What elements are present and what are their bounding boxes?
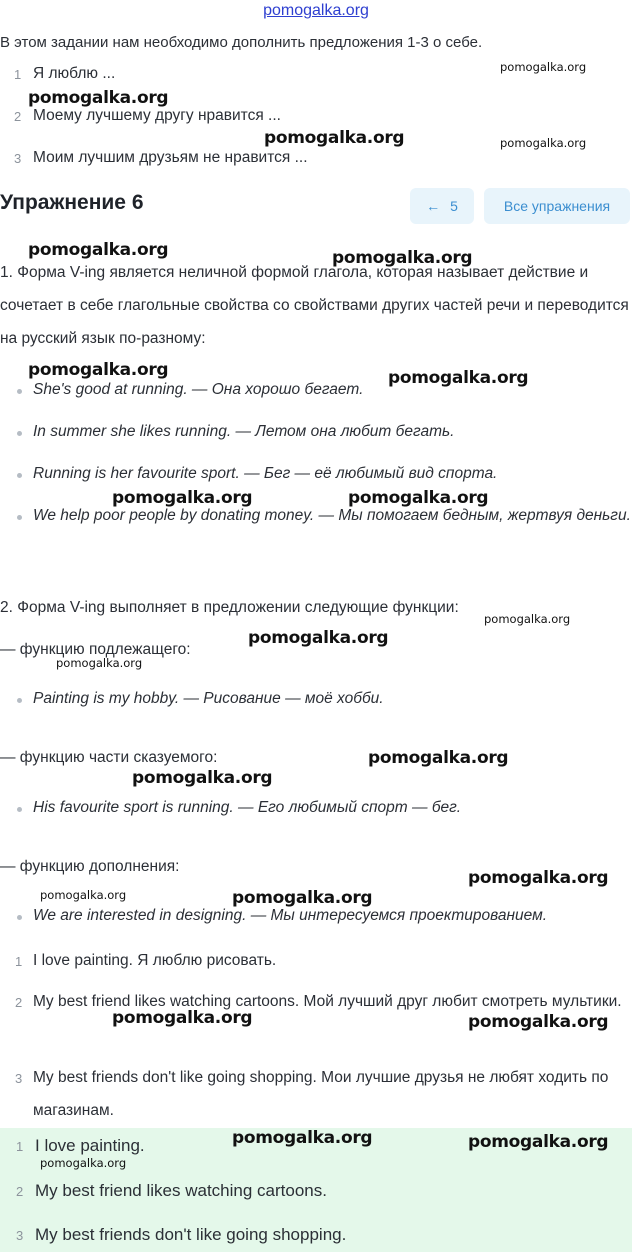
watermark: pomogalka.org [368, 748, 509, 768]
arrow-left-icon: ← [426, 198, 441, 214]
example-item: We help poor people by donating money. — Мы помогаем бедным, жертвуя деньги. [33, 507, 631, 524]
final-answer-item: My best friend likes watching cartoons. [35, 1181, 327, 1200]
answer-number: 2 [15, 995, 23, 1010]
answer-item: I love painting. Я люблю рисовать. [33, 952, 277, 969]
answer-number: 2 [16, 1184, 24, 1199]
bullet-icon [17, 698, 22, 703]
watermark: pomogalka.org [112, 488, 253, 508]
watermark: pomogalka.org [112, 1008, 253, 1028]
intro-text: В этом задании нам необходимо дополнить предложения 1-3 о себе. [0, 34, 483, 51]
watermark: pomogalka.org [232, 1128, 373, 1148]
watermark: pomogalka.org [484, 612, 571, 626]
watermark: pomogalka.org [468, 1012, 609, 1032]
watermark: pomogalka.org [28, 240, 169, 260]
answer-number: 3 [16, 1228, 24, 1243]
prev-exercise-button[interactable] [410, 188, 474, 224]
bullet-icon [17, 389, 22, 394]
watermark: pomogalka.org [468, 868, 609, 888]
bullet-icon [17, 431, 22, 436]
site-link[interactable]: pomogalka.org [263, 2, 369, 19]
bullet-icon [17, 473, 22, 478]
final-answer-item: I love painting. [35, 1136, 145, 1155]
answer-item: My best friends don't like going shopping. Мои лучшие друзья не любят ходить по магазинам. [33, 1069, 609, 1119]
watermark: pomogalka.org [264, 128, 405, 148]
example-item: Running is her favourite sport. — Бег — её любимый вид спорта. [33, 465, 498, 482]
list-item: Я люблю ... [33, 65, 116, 82]
watermark: pomogalka.org [468, 1132, 609, 1152]
all-exercises-button[interactable]: Все упражнения [484, 188, 630, 224]
bullet-icon [17, 807, 22, 812]
list-number: 1 [14, 67, 22, 82]
watermark: pomogalka.org [132, 768, 273, 788]
list-item: Моему лучшему другу нравится ... [33, 107, 281, 124]
bullet-icon [17, 915, 22, 920]
example-item: His favourite sport is running. — Его любимый спорт — бег. [33, 799, 462, 816]
final-answer-item: My best friends don't like going shopping. [35, 1225, 347, 1244]
example-item: She's good at running. — Она хорошо бегает. [33, 381, 364, 398]
watermark: pomogalka.org [40, 888, 127, 902]
watermark: pomogalka.org [56, 656, 143, 670]
list-item: Моим лучшим друзьям не нравится ... [33, 149, 308, 166]
example-item: We are interested in designing. — Мы интересуемся проектированием. [33, 907, 547, 924]
list-number: 2 [14, 109, 22, 124]
theory-paragraph: 1. Форма V-ing является неличной формой глагола, которая называет действие и сочетает в себе глагольные свойства со свойствами других частей речи и переводится на русский язык по-разному: [0, 264, 629, 347]
prev-exercise-number: 5 [450, 198, 458, 214]
watermark: pomogalka.org [248, 628, 389, 648]
theory-paragraph: 2. Форма V-ing выполняет в предложении следующие функции: [0, 599, 459, 616]
watermark: pomogalka.org [232, 888, 373, 908]
answer-number: 1 [15, 954, 23, 969]
watermark: pomogalka.org [500, 136, 587, 150]
watermark: pomogalka.org [348, 488, 489, 508]
watermark: pomogalka.org [388, 368, 529, 388]
function-heading: — функцию подлежащего: [0, 641, 191, 658]
answer-number: 3 [15, 1071, 23, 1086]
answer-number: 1 [16, 1139, 24, 1154]
function-heading: — функцию дополнения: [0, 858, 180, 875]
exercise-title: Упражнение 6 [0, 191, 144, 214]
watermark: pomogalka.org [332, 248, 473, 268]
example-item: Painting is my hobby. — Рисование — моё хобби. [33, 690, 384, 707]
list-number: 3 [14, 151, 22, 166]
example-item: In summer she likes running. — Летом она любит бегать. [33, 423, 455, 440]
watermark: pomogalka.org [28, 88, 169, 108]
watermark: pomogalka.org [500, 60, 587, 74]
bullet-icon [17, 515, 22, 520]
watermark: pomogalka.org [40, 1156, 127, 1170]
watermark: pomogalka.org [28, 360, 169, 380]
answer-item: My best friend likes watching cartoons. Мой лучший друг любит смотреть мультики. [33, 993, 622, 1010]
function-heading: — функцию части сказуемого: [0, 749, 218, 766]
